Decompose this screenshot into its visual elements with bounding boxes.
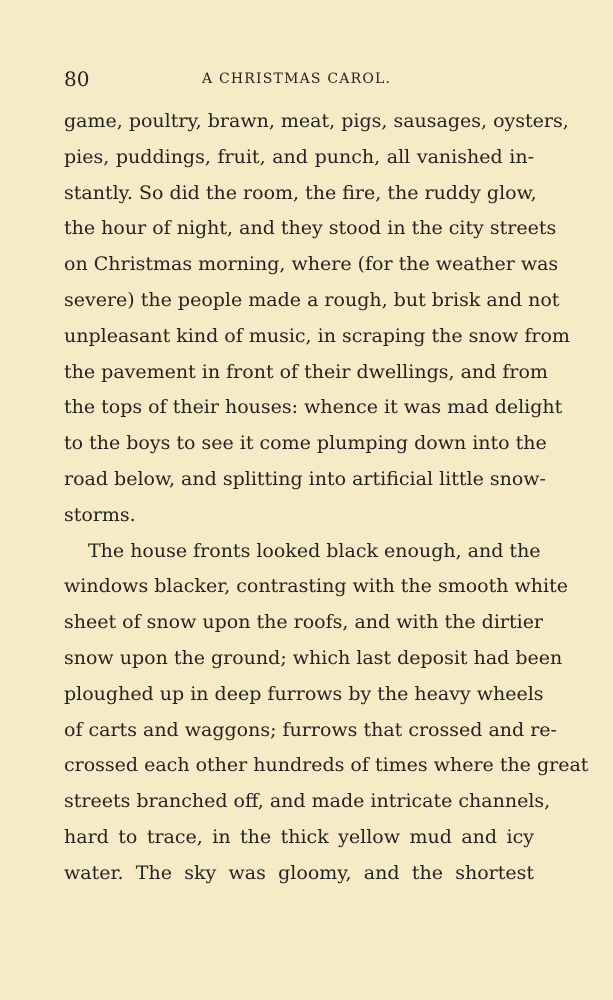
text-line: sheet of snow upon the roofs, and with the dirtier: [64, 611, 544, 634]
paragraph-end-line: storms.: [64, 503, 136, 526]
text-line: snow upon the ground; which last deposit had been: [64, 646, 563, 669]
page-number: 80: [64, 67, 90, 91]
text-line: stantly. So did the room, the fire, the ruddy glow,: [64, 181, 537, 204]
text-line: hard to trace, in the thick yellow mud and icy: [64, 825, 534, 848]
running-title: A CHRISTMAS CAROL.: [202, 71, 392, 87]
text-line: to the boys to see it come plumping down into the: [64, 432, 547, 455]
text-line: unpleasant kind of music, in scraping the snow from: [64, 324, 570, 347]
body-text: [64, 104, 589, 892]
text-line: game, poultry, brawn, meat, pigs, sausages, oysters,: [64, 110, 569, 132]
text-line: pies, puddings, fruit, and punch, all vanished in-: [64, 145, 534, 168]
text-line: crossed each other hundreds of times where the great: [64, 754, 589, 777]
running-head: [64, 62, 534, 96]
text-line: water. The sky was gloomy, and the shortest: [64, 861, 534, 884]
text-line: the pavement in front of their dwellings, and from: [64, 360, 548, 383]
text-line: streets branched off, and made intricate channels,: [64, 790, 551, 813]
text-line: the tops of their houses: whence it was mad delight: [64, 396, 563, 419]
text-line: the hour of night, and they stood in the city streets: [64, 217, 557, 240]
text-line: ploughed up in deep furrows by the heavy wheels: [64, 682, 544, 705]
text-line: road below, and splitting into artificial little snow-: [64, 467, 546, 490]
text-line: windows blacker, contrasting with the smooth white: [64, 575, 568, 598]
text-line: on Christmas morning, where (for the weather was: [64, 253, 559, 276]
paragraph-first-line: The house fronts looked black enough, and the: [88, 539, 541, 562]
text-line: of carts and waggons; furrows that crossed and re-: [64, 718, 557, 741]
text-line: severe) the people made a rough, but brisk and not: [64, 288, 560, 311]
